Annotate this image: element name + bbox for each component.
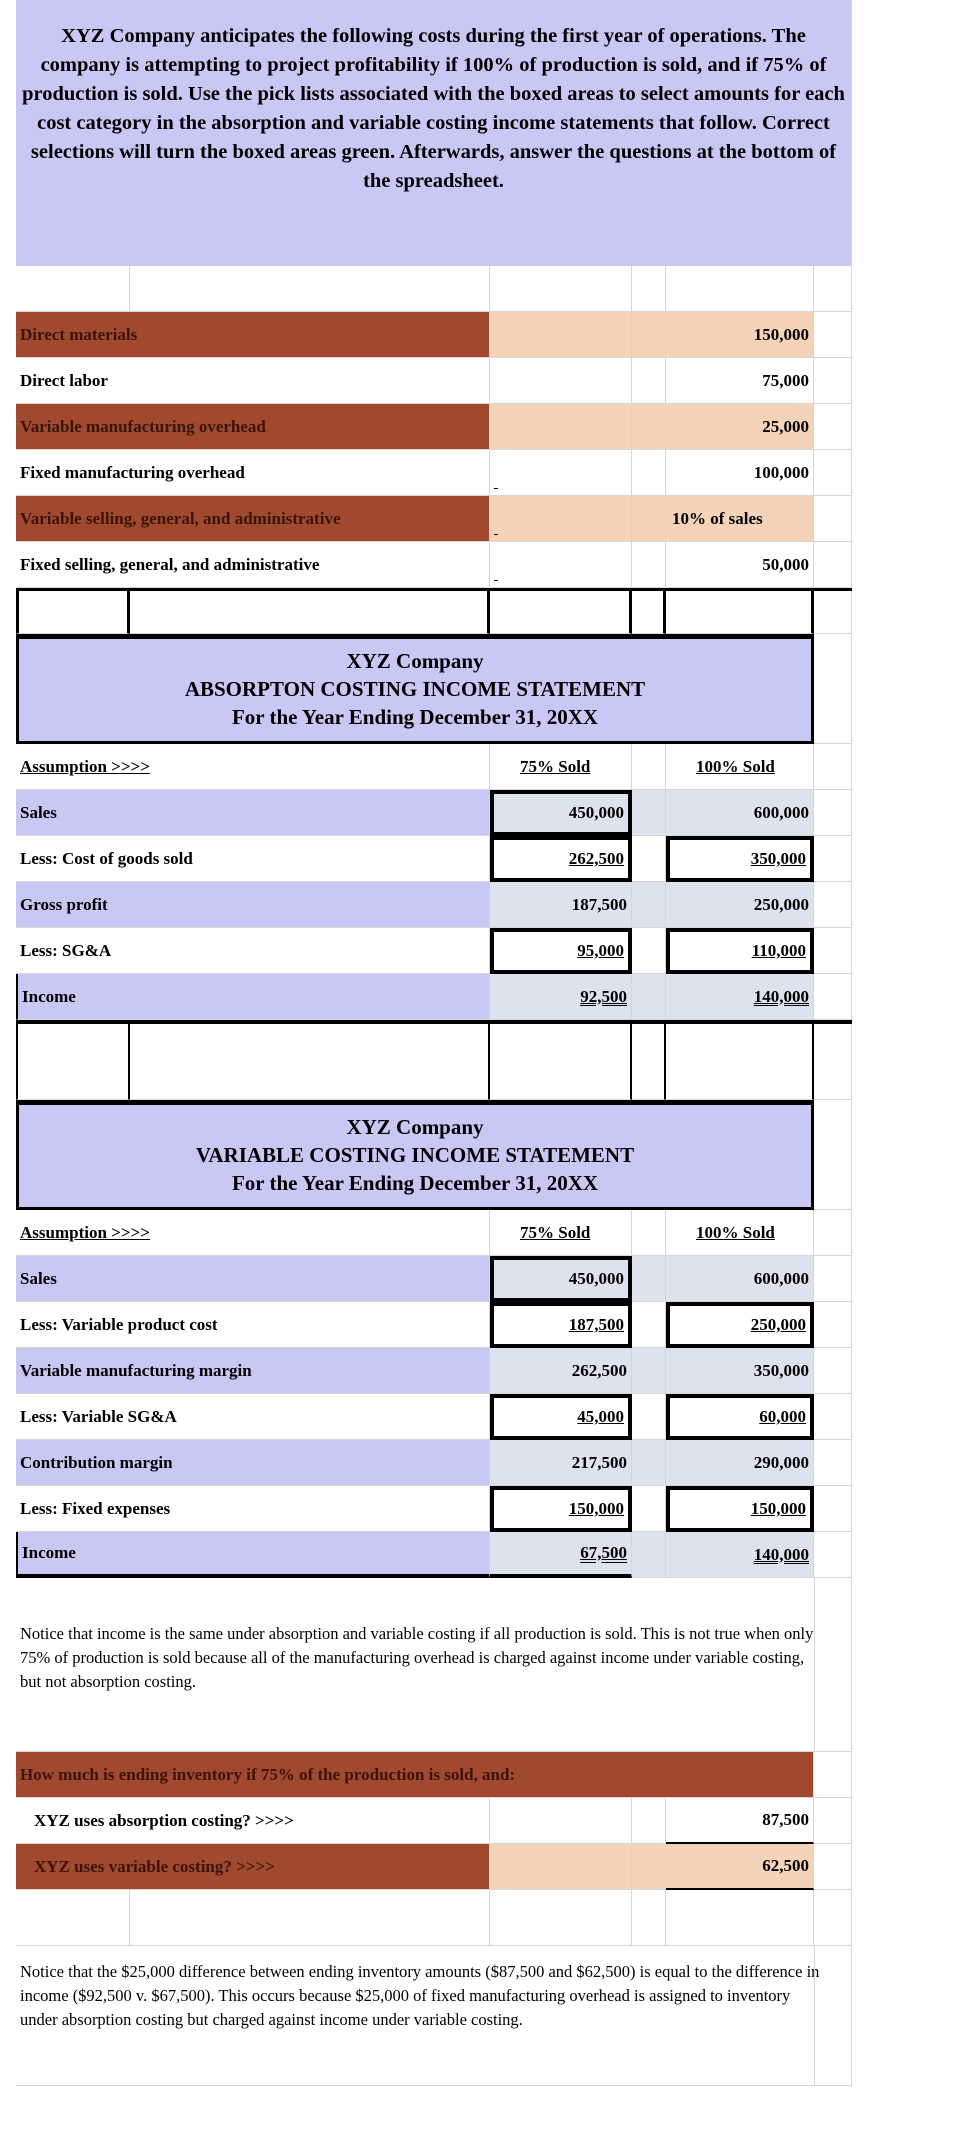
question-row	[16, 1752, 852, 1798]
question-prompt: How much is ending inventory if 75% of the production is sold, and:	[20, 1764, 516, 1784]
value-75: 187,500	[571, 894, 627, 914]
variable-row-variable-sga	[16, 1394, 852, 1440]
cost-row-direct-materials	[16, 312, 852, 358]
dropdown-marker	[494, 580, 498, 581]
row-label: Less: Variable SG&A	[20, 1406, 177, 1426]
absorption-row-gross-profit	[16, 882, 852, 928]
row-label: Income	[22, 986, 76, 1006]
absorption-row-sales	[16, 790, 852, 836]
dropdown-marker	[494, 534, 498, 535]
answer-row-absorption	[16, 1798, 852, 1844]
spacer-row	[16, 588, 852, 634]
variable-assumption-row	[16, 1210, 852, 1256]
answer-value[interactable]: 87,500	[762, 1810, 809, 1829]
variable-row-contribution-margin	[16, 1440, 852, 1486]
col-75-header: 75% Sold	[520, 756, 591, 776]
row-label: Variable manufacturing margin	[20, 1360, 252, 1380]
answer-row-variable	[16, 1844, 852, 1890]
answer-label: XYZ uses absorption costing? >>>>	[34, 1810, 294, 1830]
note-block-2	[16, 1946, 852, 2086]
value-75[interactable]: 95,000	[577, 941, 624, 960]
value-100: 140,000	[753, 986, 809, 1006]
absorption-period: For the Year Ending December 31, 20XX	[231, 705, 599, 729]
value-75[interactable]: 45,000	[577, 1407, 624, 1426]
intro-block	[16, 0, 852, 266]
row-label: Less: SG&A	[20, 940, 112, 960]
value-75: 217,500	[571, 1452, 627, 1472]
value-100[interactable]: 350,000	[750, 849, 806, 868]
value-75[interactable]: 450,000	[568, 803, 624, 822]
assumption-label: Assumption >>>>	[20, 756, 150, 776]
absorption-row-cogs	[16, 836, 852, 882]
note-block-1	[16, 1578, 852, 1752]
absorption-title: ABSORPTON COSTING INCOME STATEMENT	[184, 677, 646, 701]
blank-row	[16, 266, 852, 312]
value-75[interactable]: 150,000	[568, 1499, 624, 1518]
col-100-header: 100% Sold	[696, 756, 775, 776]
cost-value: 75,000	[762, 370, 809, 390]
row-label: Income	[22, 1543, 76, 1562]
variable-row-mfg-margin	[16, 1348, 852, 1394]
variable-company: XYZ Company	[346, 1115, 484, 1139]
cost-label: Direct materials	[20, 324, 138, 344]
cost-row-variable-overhead	[16, 404, 852, 450]
value-75[interactable]: 262,500	[568, 849, 624, 868]
row-label: Gross profit	[20, 894, 108, 914]
col-100-header: 100% Sold	[696, 1222, 775, 1242]
value-75[interactable]: 450,000	[568, 1269, 624, 1288]
assumption-label: Assumption >>>>	[20, 1222, 150, 1242]
value-75[interactable]: 187,500	[568, 1315, 624, 1334]
cost-label: Variable selling, general, and administrative	[20, 508, 341, 528]
value-100: 600,000	[753, 1268, 809, 1288]
row-label: Less: Fixed expenses	[20, 1498, 171, 1518]
value-100[interactable]: 110,000	[751, 941, 806, 960]
cost-value: 150,000	[753, 324, 809, 344]
note-2-text: Notice that the $25,000 difference between ending inventory amounts ($87,500 and $62,500) is equal to the difference in income ($92,500 v. $67,500). This occurs because $25,000 of fixed manufacturing overhead is assigned to inventory under absorption costing but charged against income under variable costing.	[20, 1962, 820, 2029]
variable-row-sales	[16, 1256, 852, 1302]
value-100: 140,000	[753, 1544, 809, 1564]
cost-row-fixed-overhead	[16, 450, 852, 496]
cost-label: Fixed selling, general, and administrative	[20, 554, 320, 574]
value-100: 250,000	[753, 894, 809, 914]
absorption-row-sga	[16, 928, 852, 974]
blank-row	[16, 1890, 852, 1946]
variable-period: For the Year Ending December 31, 20XX	[231, 1171, 599, 1195]
absorption-row-income	[16, 974, 852, 1020]
variable-row-product-cost	[16, 1302, 852, 1348]
cost-value: 50,000	[762, 554, 809, 574]
value-100: 290,000	[753, 1452, 809, 1472]
row-label: Less: Variable product cost	[20, 1314, 218, 1334]
note-1-text: Notice that income is the same under absorption and variable costing if all production is sold. This is not true when only 75% of production is sold because all of the manufacturing overhead is charged against income under variable costing, but not absorption costing.	[20, 1624, 814, 1691]
value-100[interactable]: 60,000	[759, 1407, 806, 1426]
cost-row-variable-sga	[16, 496, 852, 542]
variable-title: VARIABLE COSTING INCOME STATEMENT	[195, 1143, 635, 1167]
value-75: 92,500	[580, 986, 627, 1006]
row-label: Sales	[20, 802, 57, 822]
spacer-row	[16, 1020, 852, 1100]
cost-label: Variable manufacturing overhead	[20, 416, 266, 436]
variable-header	[16, 1100, 814, 1210]
value-100[interactable]: 250,000	[750, 1315, 806, 1334]
value-100[interactable]: 150,000	[750, 1499, 806, 1518]
intro-text: XYZ Company anticipates the following costs during the first year of operations. The company is attempting to project profitability if 100% of production is sold, and if 75% of production is sold. Use the pick lists associated with the boxed areas to select amounts for each cost category in the absorption and variable costing income statements that follow. Correct selections will turn the boxed areas green. Afterwards, answer the questions at the bottom of the spreadsheet.	[22, 25, 845, 192]
cost-value: 100,000	[753, 462, 809, 482]
absorption-assumption-row	[16, 744, 852, 790]
value-75: 67,500	[580, 1543, 627, 1562]
cost-row-direct-labor	[16, 358, 852, 404]
dropdown-marker	[494, 488, 498, 489]
cost-value: 25,000	[762, 416, 809, 436]
row-label: Less: Cost of goods sold	[20, 848, 193, 868]
value-75: 262,500	[571, 1360, 627, 1380]
cost-label: Fixed manufacturing overhead	[20, 462, 245, 482]
variable-row-fixed-expenses	[16, 1486, 852, 1532]
absorption-header	[16, 634, 814, 744]
col-75-header: 75% Sold	[520, 1222, 591, 1242]
cost-value: 10% of sales	[672, 508, 763, 528]
row-label: Sales	[20, 1268, 57, 1288]
value-100: 350,000	[753, 1360, 809, 1380]
cost-row-fixed-sga	[16, 542, 852, 588]
variable-row-income	[16, 1532, 852, 1578]
row-label: Contribution margin	[20, 1452, 173, 1472]
value-100: 600,000	[753, 802, 809, 822]
answer-value[interactable]: 62,500	[762, 1856, 809, 1875]
cost-label: Direct labor	[20, 370, 108, 390]
absorption-company: XYZ Company	[346, 649, 484, 673]
answer-label: XYZ uses variable costing? >>>>	[34, 1856, 275, 1876]
